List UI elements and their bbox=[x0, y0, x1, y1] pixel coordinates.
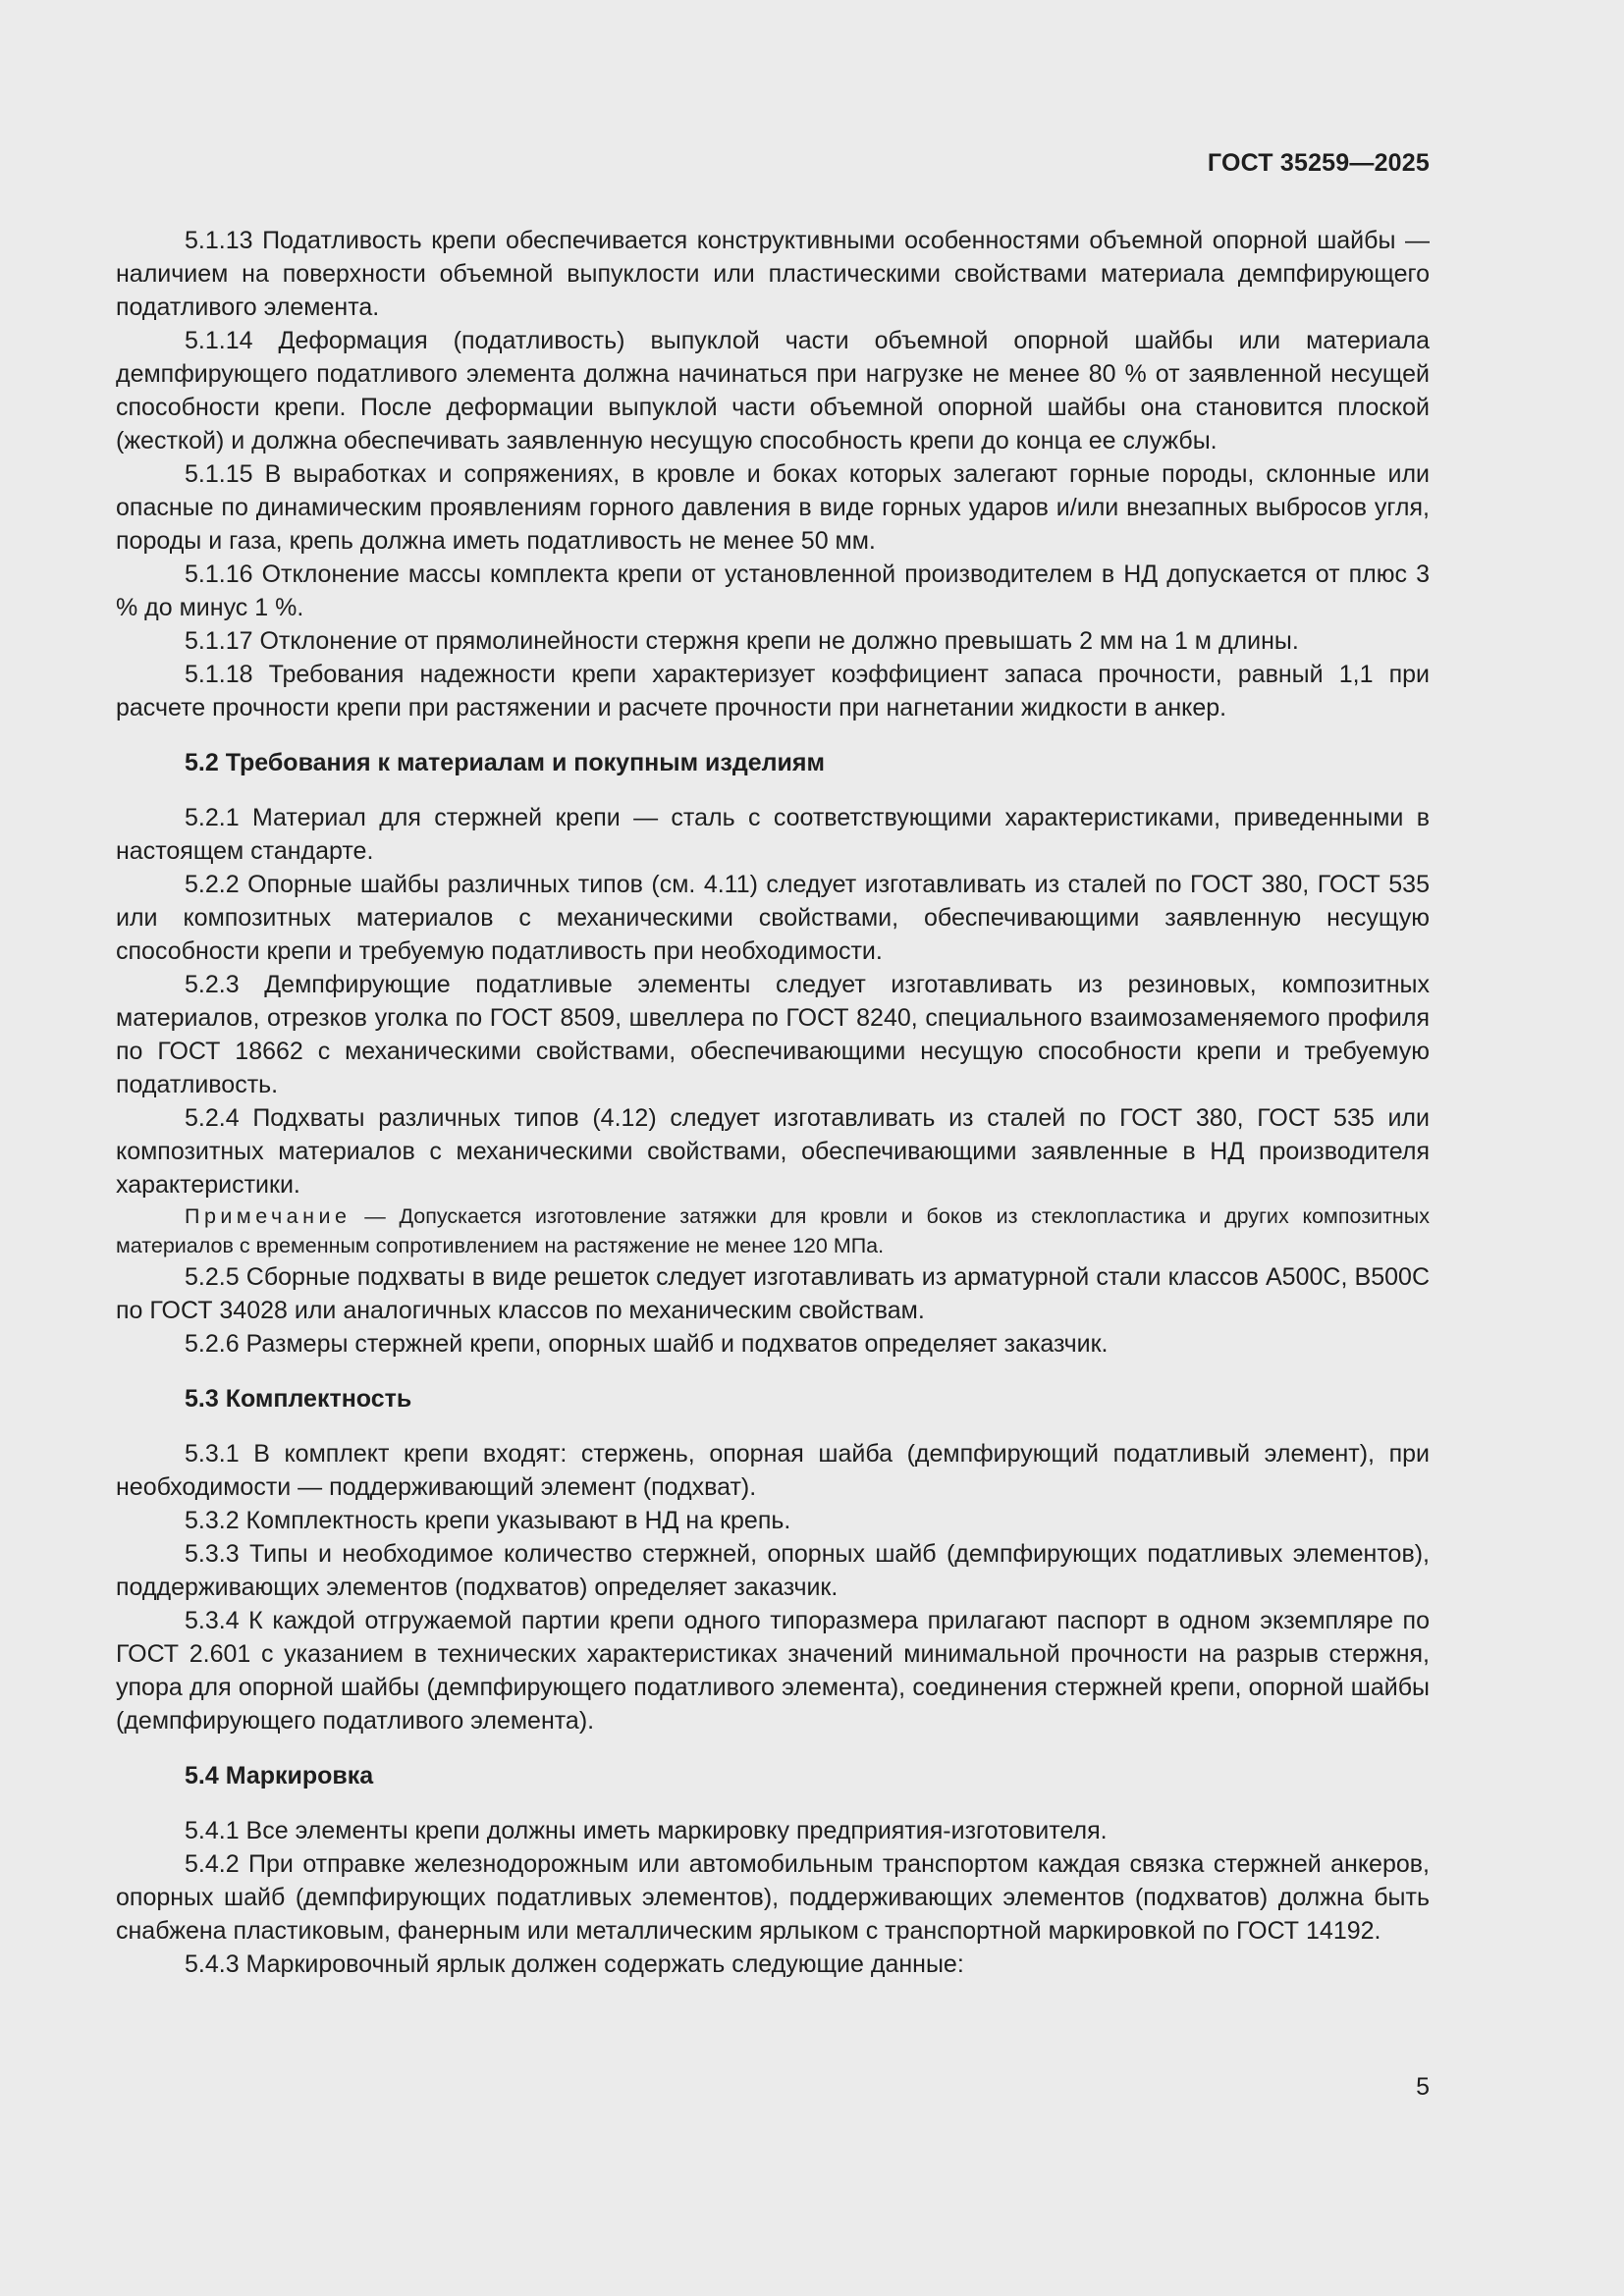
section-heading-5-3: 5.3 Комплектность bbox=[185, 1385, 412, 1413]
clause-5-3-3: 5.3.3 Типы и необходимое количество стержней, опорных шайб (демпфирующих податливых элементов), поддерживающих элементов (подхватов) определяет заказчик. bbox=[116, 1540, 1430, 1601]
clause-5-2-6: 5.2.6 Размеры стержней крепи, опорных шайб и подхватов определяет заказчик. bbox=[185, 1330, 1109, 1358]
clause-5-3-4: 5.3.4 К каждой отгружаемой партии крепи одного типоразмера прилагают паспорт в одном экземпляре по ГОСТ 2.601 с указанием в технических характеристиках значений минимальной прочности на разрыв стержня, упора для опорной шайбы (демпфирующего податливого элемента), соединения стержней крепи, опорной шайбы (демпфирующего податливого элемента). bbox=[116, 1607, 1430, 1735]
clause-5-1-18: 5.1.18 Требования надежности крепи характеризует коэффициент запаса прочности, равный 1,1 при расчете прочности крепи при растяжении и расчете прочности при нагнетании жидкости в анкер. bbox=[116, 661, 1430, 721]
clause-5-3-2: 5.3.2 Комплектность крепи указывают в НД на крепь. bbox=[185, 1507, 791, 1534]
clause-5-1-13: 5.1.13 Податливость крепи обеспечивается конструктивными особенностями объемной опорной шайбы — наличием на поверхности объемной выпуклости или пластическими свойствами материала демпфирующего податливого элемента. bbox=[116, 227, 1430, 321]
clause-5-3-1: 5.3.1 В комплект крепи входят: стержень, опорная шайба (демпфирующий податливый элемент), при необходимости — поддерживающий элемент (подхват). bbox=[116, 1440, 1430, 1501]
clause-5-2-3: 5.2.3 Демпфирующие податливые элементы следует изготавливать из резиновых, композитных материалов, отрезков уголка по ГОСТ 8509, швеллера по ГОСТ 8240, специального взаимозаменяемого профиля по ГОСТ 18662 с механическими свойствами, обеспечивающими несущую способности крепи и требуемую податливость. bbox=[116, 971, 1430, 1098]
document-body bbox=[116, 224, 1430, 1981]
clause-5-2-1: 5.2.1 Материал для стержней крепи — сталь с соответствующими характеристиками, приведенными в настоящем стандарте. bbox=[116, 804, 1430, 865]
section-heading-5-2: 5.2 Требования к материалам и покупным изделиям bbox=[185, 749, 825, 776]
note-label: Примечание bbox=[185, 1204, 352, 1228]
page-number: 5 bbox=[1416, 2073, 1430, 2101]
section-heading-5-4: 5.4 Маркировка bbox=[185, 1762, 374, 1789]
clause-5-2-2: 5.2.2 Опорные шайбы различных типов (см. 4.11) следует изготавливать из сталей по ГОСТ 380, ГОСТ 535 или композитных материалов с механическими свойствами, обеспечивающими заявленную несущую способности крепи и требуемую податливость при необходимости. bbox=[116, 871, 1430, 965]
clause-5-4-3: 5.4.3 Маркировочный ярлык должен содержать следующие данные: bbox=[185, 1950, 964, 1978]
clause-5-2-5: 5.2.5 Сборные подхваты в виде решеток следует изготавливать из арматурной стали классов А500С, В500С по ГОСТ 34028 или аналогичных классов по механическим свойствам. bbox=[116, 1263, 1430, 1324]
document-page bbox=[116, 0, 1430, 2296]
note-block bbox=[116, 1201, 1430, 1260]
clause-5-1-16: 5.1.16 Отклонение массы комплекта крепи от установленной производителем в НД допускается от плюс 3 % до минус 1 %. bbox=[116, 561, 1430, 621]
clause-5-4-2: 5.4.2 При отправке железнодорожным или автомобильным транспортом каждая связка стержней анкеров, опорных шайб (демпфирующих податливых элементов), поддерживающих элементов (подхватов) должна быть снабжена пластиковым, фанерным или металлическим ярлыком с транспортной маркировкой по ГОСТ 14192. bbox=[116, 1850, 1430, 1945]
clause-5-1-14: 5.1.14 Деформация (податливость) выпуклой части объемной опорной шайбы или материала демпфирующего податливого элемента должна начинаться при нагрузке не менее 80 % от заявленной несущей способности крепи. После деформации выпуклой части объемной опорной шайбы она становится плоской (жесткой) и должна обеспечивать заявленную несущую способность крепи до конца ее службы. bbox=[116, 327, 1430, 454]
document-code-header: ГОСТ 35259—2025 bbox=[1207, 149, 1430, 177]
clause-5-1-17: 5.1.17 Отклонение от прямолинейности стержня крепи не должно превышать 2 мм на 1 м длины. bbox=[185, 627, 1299, 655]
clause-5-2-4: 5.2.4 Подхваты различных типов (4.12) следует изготавливать из сталей по ГОСТ 380, ГОСТ 535 или композитных материалов с механическими свойствами, обеспечивающими заявленные в НД производителя характеристики. bbox=[116, 1104, 1430, 1199]
clause-5-4-1: 5.4.1 Все элементы крепи должны иметь маркировку предприятия-изготовителя. bbox=[185, 1817, 1108, 1844]
note-text: — Допускается изготовление затяжки для кровли и боков из стеклопластика и других композитных материалов с временным сопротивлением на растяжение не менее 120 МПа. bbox=[116, 1204, 1430, 1257]
clause-5-1-15: 5.1.15 В выработках и сопряжениях, в кровле и боках которых залегают горные породы, склонные или опасные по динамическим проявлениям горного давления в виде горных ударов и/или внезапных выбросов угля, породы и газа, крепь должна иметь податливость не менее 50 мм. bbox=[116, 460, 1430, 555]
